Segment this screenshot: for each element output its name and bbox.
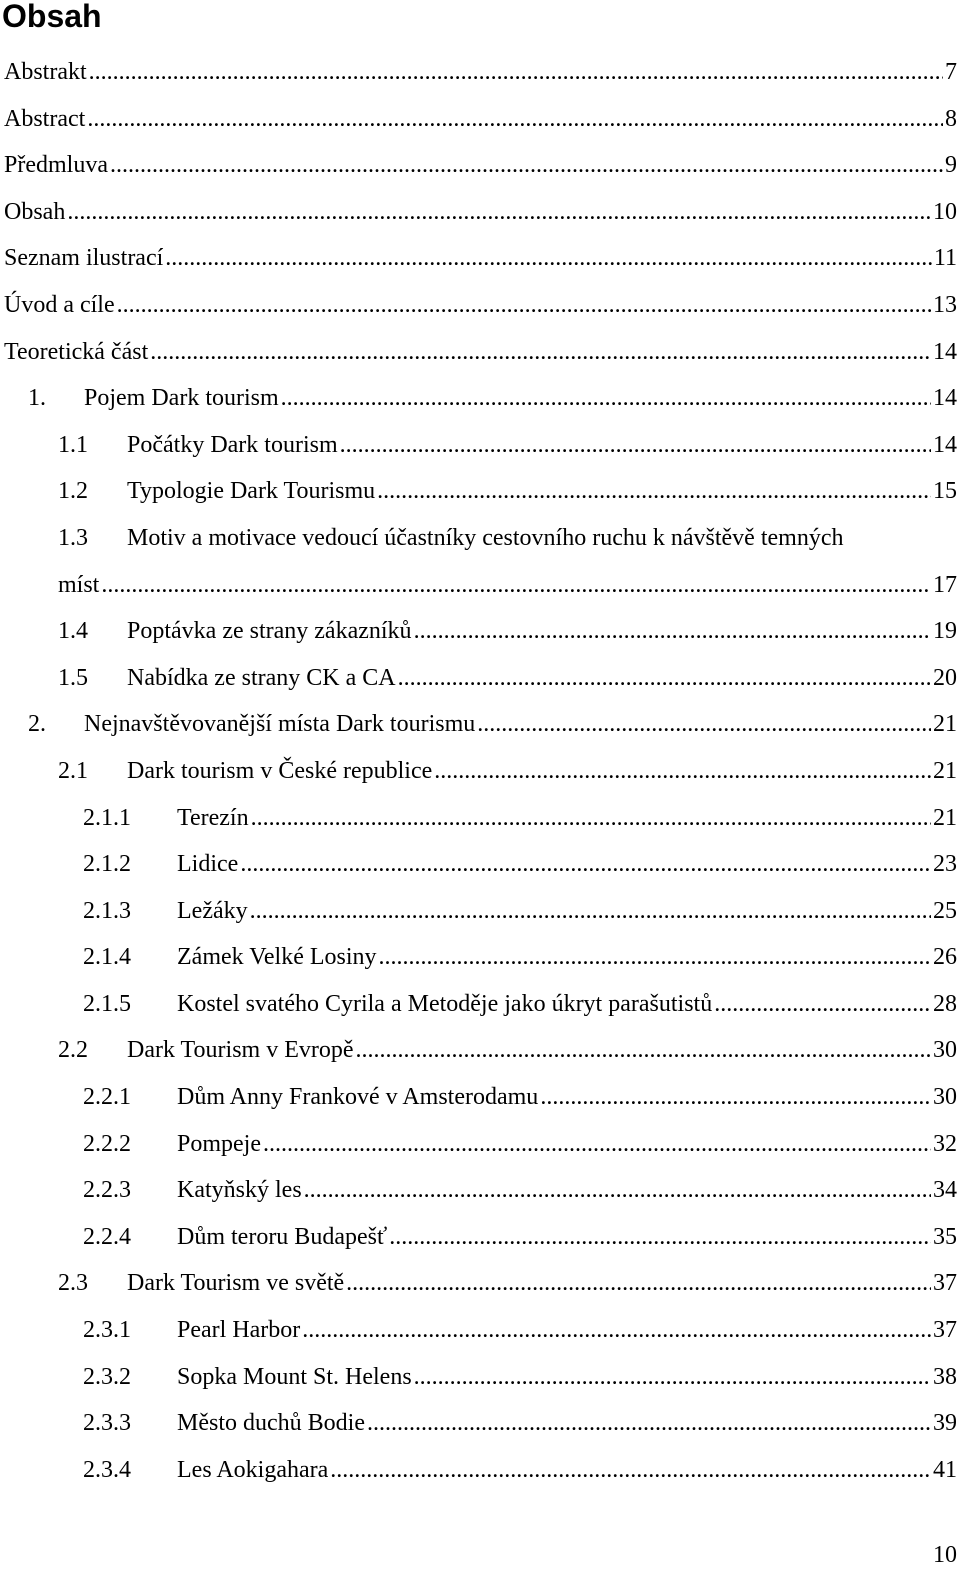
toc-dot-leader	[389, 1214, 931, 1261]
toc-entry-number: 1.2	[58, 478, 88, 505]
toc-entry-page: 26	[933, 944, 957, 971]
toc-entry[interactable]	[0, 795, 960, 842]
toc-dot-leader	[377, 468, 931, 515]
toc-entry[interactable]	[0, 468, 960, 515]
toc-entry-number: 2.2.1	[83, 1084, 131, 1111]
toc-entry-number: 2.3.3	[83, 1410, 131, 1437]
toc-dot-leader	[89, 49, 943, 96]
toc-entry-page: 21	[933, 757, 957, 784]
toc-dot-leader	[340, 422, 931, 469]
toc-entry[interactable]	[0, 981, 960, 1028]
toc-entry-page: 19	[933, 618, 957, 645]
toc-entry-number: 2.3.2	[83, 1363, 131, 1390]
toc-entry-page: 8	[945, 105, 957, 132]
toc-dot-leader	[434, 748, 931, 795]
toc-entry[interactable]	[0, 96, 960, 143]
toc-entry-number: 1.1	[58, 431, 88, 458]
toc-entry-page: 35	[933, 1223, 957, 1250]
toc-entry-title: Abstrakt	[4, 59, 87, 85]
toc-entry-title: Město duchů Bodie	[177, 1410, 365, 1437]
toc-entry-page: 21	[933, 711, 957, 738]
toc-entry-number: 2.1	[58, 757, 88, 784]
toc-entry[interactable]	[0, 189, 960, 236]
toc-entry-title: Teoretická část	[4, 338, 149, 365]
toc-entry[interactable]	[0, 1074, 960, 1121]
toc-entry[interactable]	[0, 562, 960, 609]
toc-entry[interactable]	[0, 1400, 960, 1447]
table-of-contents	[0, 49, 960, 1493]
toc-entry-page: 23	[933, 851, 957, 878]
toc-entry-page: 30	[933, 1084, 957, 1111]
toc-entry-title: Dům Anny Frankové v Amsterodamu	[177, 1084, 539, 1111]
toc-entry[interactable]	[0, 1167, 960, 1214]
toc-entry-title: Úvod a cíle	[4, 291, 115, 318]
toc-entry-page: 10	[933, 198, 957, 225]
toc-entry-number: 1.3	[58, 524, 88, 551]
toc-entry-title: Typologie Dark Tourismu	[127, 478, 376, 505]
page-number: 10	[933, 1542, 957, 1568]
toc-entry-number: 2.3.1	[83, 1317, 131, 1344]
toc-entry-title: Předmluva	[4, 152, 108, 179]
toc-dot-leader	[414, 608, 931, 655]
toc-entry[interactable]	[0, 608, 960, 655]
toc-entry-page: 28	[933, 990, 957, 1017]
toc-entry-title: Kostel svatého Cyrila a Metoděje jako úkryt parašutistů	[177, 990, 713, 1017]
toc-entry[interactable]	[0, 1447, 960, 1494]
toc-entry-page: 41	[933, 1456, 957, 1483]
toc-entry-page: 14	[933, 431, 957, 458]
toc-entry-title: Dům teroru Budapešť	[177, 1223, 388, 1250]
toc-entry-number: 2.3.4	[83, 1456, 131, 1483]
toc-entry-number: 2.2.3	[83, 1177, 131, 1204]
toc-entry-page: 32	[933, 1130, 957, 1157]
toc-entry-number: 1.5	[58, 664, 88, 691]
toc-dot-leader	[379, 934, 931, 981]
toc-entry-title: Dark tourism v České republice	[127, 757, 433, 784]
toc-entry-title: Ležáky	[177, 897, 248, 924]
toc-entry-title: Pojem Dark tourism	[84, 385, 279, 412]
toc-dot-leader	[398, 655, 931, 702]
toc-entry[interactable]	[0, 515, 960, 562]
toc-dot-leader	[281, 375, 931, 422]
toc-entry-title: Poptávka ze strany zákazníků	[127, 618, 412, 645]
page-title: Obsah	[2, 0, 102, 34]
toc-entry-page: 15	[933, 478, 957, 505]
toc-entry[interactable]	[0, 888, 960, 935]
toc-entry-title: Lidice	[177, 851, 239, 878]
toc-entry-page: 30	[933, 1037, 957, 1064]
toc-dot-leader	[150, 329, 931, 376]
toc-dot-leader	[414, 1354, 931, 1401]
toc-entry[interactable]	[0, 1354, 960, 1401]
toc-dot-leader	[165, 235, 932, 282]
toc-entry-number: 2.	[28, 711, 46, 738]
toc-entry-number: 2.1.5	[83, 990, 131, 1017]
toc-entry-page: 21	[933, 804, 957, 831]
toc-entry-number: 2.3	[58, 1270, 88, 1297]
toc-entry-page: 34	[933, 1177, 957, 1204]
toc-dot-leader	[477, 701, 931, 748]
toc-entry-title: Pompeje	[177, 1130, 261, 1157]
toc-entry-title: míst	[58, 571, 100, 598]
toc-entry-number: 2.2.2	[83, 1130, 131, 1157]
toc-entry-number: 2.2.4	[83, 1223, 131, 1250]
toc-entry[interactable]	[0, 841, 960, 888]
toc-entry-page: 7	[945, 59, 957, 85]
toc-entry[interactable]	[0, 329, 960, 376]
toc-entry[interactable]	[0, 142, 960, 189]
toc-entry[interactable]	[0, 701, 960, 748]
toc-entry[interactable]	[0, 1307, 960, 1354]
toc-entry-title: Počátky Dark tourism	[127, 431, 338, 458]
toc-entry-title: Dark Tourism v Evropě	[127, 1037, 354, 1064]
toc-entry-page: 14	[933, 338, 957, 365]
toc-entry-page: 17	[933, 571, 957, 598]
toc-dot-leader	[714, 981, 931, 1028]
toc-dot-leader	[110, 142, 943, 189]
toc-entry-page: 37	[933, 1317, 957, 1344]
toc-dot-leader	[117, 282, 931, 329]
toc-dot-leader	[240, 841, 931, 888]
toc-dot-leader	[263, 1121, 931, 1168]
toc-entry[interactable]	[0, 375, 960, 422]
toc-entry-page: 39	[933, 1410, 957, 1437]
toc-dot-leader	[67, 189, 931, 236]
toc-entry[interactable]	[0, 655, 960, 702]
toc-entry-number: 2.1.3	[83, 897, 131, 924]
toc-entry-page: 13	[933, 291, 957, 318]
toc-entry-title: Abstract	[4, 105, 86, 132]
toc-entry[interactable]	[0, 1121, 960, 1168]
toc-entry-title: Nejnavštěvovanější místa Dark tourismu	[84, 711, 476, 738]
toc-dot-leader	[87, 96, 943, 143]
toc-entry-number: 2.1.1	[83, 804, 131, 831]
toc-entry-page: 9	[945, 152, 957, 179]
toc-entry[interactable]	[0, 1260, 960, 1307]
toc-entry-title: Nabídka ze strany CK a CA	[127, 664, 396, 691]
toc-dot-leader	[367, 1400, 931, 1447]
toc-entry-page: 38	[933, 1363, 957, 1390]
toc-dot-leader	[330, 1447, 931, 1494]
toc-dot-leader	[250, 888, 931, 935]
toc-dot-leader	[101, 562, 931, 609]
toc-dot-leader	[540, 1074, 931, 1121]
toc-entry[interactable]	[0, 235, 960, 282]
toc-dot-leader	[302, 1307, 931, 1354]
toc-entry-number: 2.1.4	[83, 944, 131, 971]
toc-entry-page: 25	[933, 897, 957, 924]
toc-entry[interactable]	[0, 282, 960, 329]
toc-entry-title: Katyňský les	[177, 1177, 302, 1204]
toc-entry[interactable]	[0, 1214, 960, 1261]
toc-entry-page: 20	[933, 664, 957, 691]
toc-dot-leader	[304, 1167, 931, 1214]
toc-entry[interactable]	[0, 49, 960, 96]
toc-entry-title: Seznam ilustrací	[4, 245, 164, 272]
toc-dot-leader	[356, 1027, 932, 1074]
toc-entry-number: 1.	[28, 385, 46, 412]
toc-entry-title: Les Aokigahara	[177, 1456, 329, 1483]
toc-entry-title: Pearl Harbor	[177, 1317, 301, 1344]
toc-entry[interactable]	[0, 1027, 960, 1074]
toc-entry-title: Dark Tourism ve světě	[127, 1270, 345, 1297]
toc-entry-title: Terezín	[177, 804, 249, 831]
toc-dot-leader	[251, 795, 931, 842]
toc-entry-title: Obsah	[4, 198, 66, 225]
toc-dot-leader	[346, 1260, 931, 1307]
toc-entry-page: 11	[933, 245, 957, 272]
toc-entry-title: Sopka Mount St. Helens	[177, 1363, 412, 1390]
toc-entry-title: Zámek Velké Losiny	[177, 944, 377, 971]
toc-entry-number: 2.2	[58, 1037, 88, 1064]
toc-entry-title: Motiv a motivace vedoucí účastníky cestovního ruchu k návštěvě temných	[127, 524, 844, 551]
toc-entry[interactable]	[0, 422, 960, 469]
toc-entry-number: 2.1.2	[83, 851, 131, 878]
toc-entry[interactable]	[0, 934, 960, 981]
toc-entry[interactable]	[0, 748, 960, 795]
toc-entry-number: 1.4	[58, 618, 88, 645]
toc-entry-page: 14	[933, 385, 957, 412]
toc-entry-page: 37	[933, 1270, 957, 1297]
